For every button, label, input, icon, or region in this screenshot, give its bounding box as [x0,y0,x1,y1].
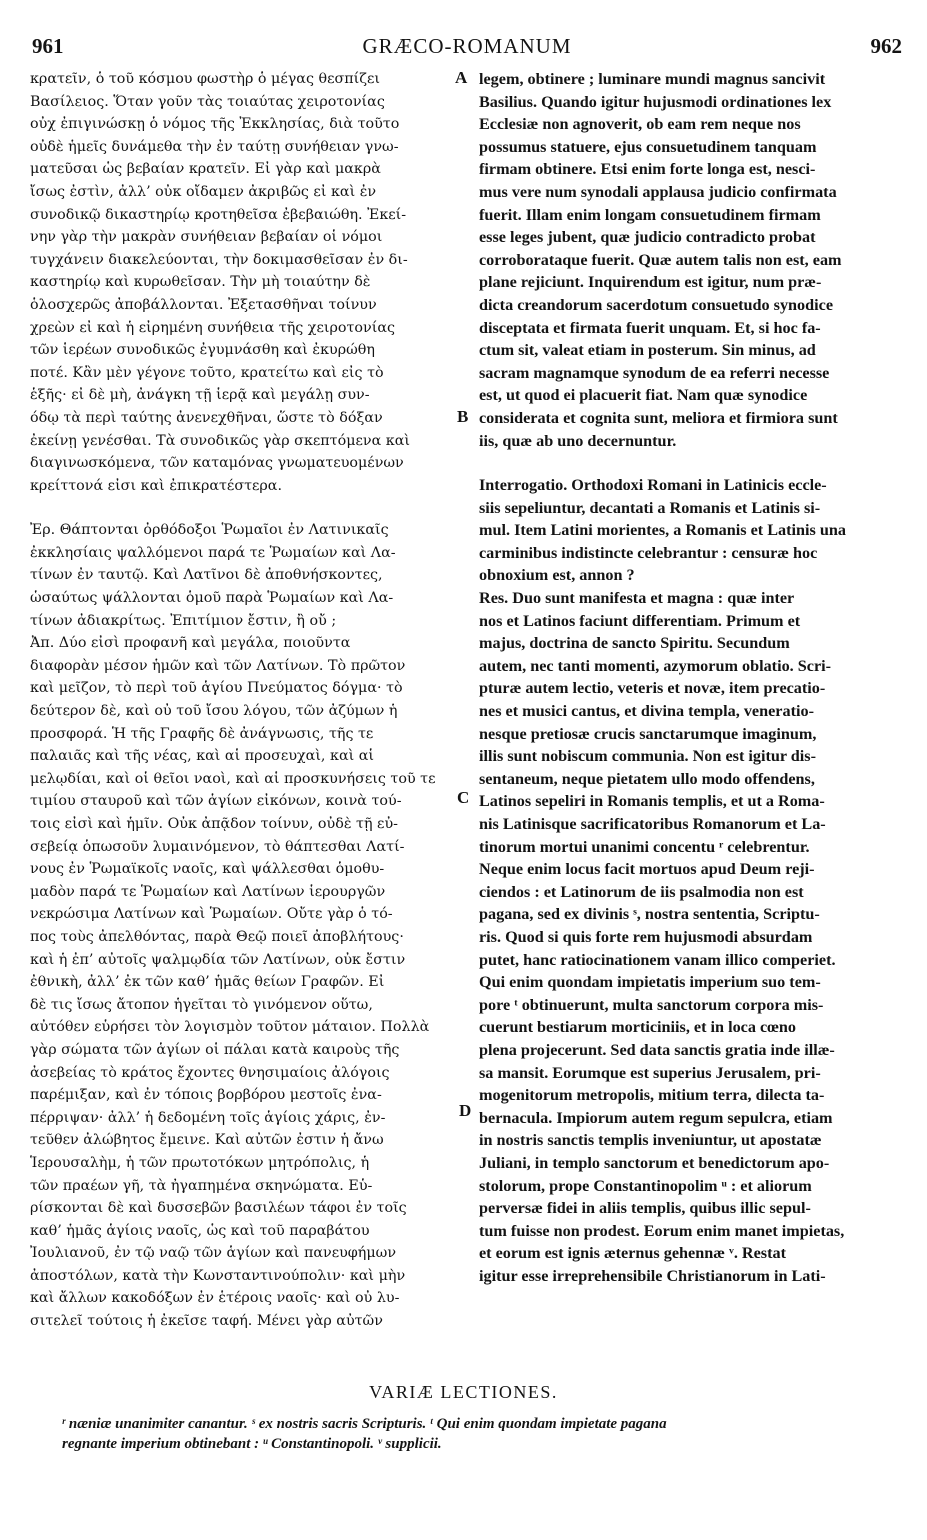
latin-text-line: in nostris sanctis templis inveniuntur, ut apostatæ [479,1131,822,1150]
greek-text-line: δὲ τις ἴσως ἄτοπον ἡγεῖται τὸ γινόμενον οὕτω, [30,996,373,1013]
latin-text-line: ciendos : et Latinorum de iis psalmodia non est [479,882,804,901]
latin-text-line: possumus statuere, ejus consuetudinem tanquam [479,137,817,156]
latin-text-line: putet, hanc ratiocinationem vanam illico comperiet. [479,950,836,969]
greek-text-line: Ἰουλιανοῦ, ἐν τῷ ναῷ τῶν ἁγίων καὶ πανευφήμων [30,1245,397,1262]
margin-letter-d: D [459,1101,472,1120]
greek-text-line: συνοδικῷ δικαστηρίῳ κροτηθεῖσα ἐβεβαιώθη. Ἐκεί- [30,206,407,223]
greek-text-line: παλαιᾶς καὶ τῆς νέας, καὶ αἱ προσευχαὶ, καὶ αἱ [30,748,375,765]
greek-text-line: παρέμιξαν, καὶ ἐν τόποις βορβόρου μεστοῖς ἐνα- [30,1087,382,1104]
greek-text-line: κρείττονά εἰσι καὶ ἐπικρατέστερα. [30,477,282,494]
greek-text-line: ἀσεβείας τὸ κράτος ἔχοντες θνησιμαίοις ἀλόγοις [30,1064,390,1081]
greek-text-line: διαγινωσκόμενα, τῶν καταμόνας γνωματευομένων [30,455,404,472]
latin-text-line: Ecclesiæ non agnoverit, ob eam rem neque nos [479,115,801,134]
greek-text-line: ὁλοσχερῶς ἀποβάλλονται. Ἐξετασθῆναι τοίνυν [30,296,377,313]
greek-text-line: ποτέ. Κἂν μὲν γέγονε τοῦτο, κρατείτω καὶ εἰς τὸ [30,364,384,381]
latin-text-line: carminibus indistincte celebrantur : censuræ hoc [479,543,818,562]
latin-text-line: considerata et cognita sunt, meliora et firmiora sunt [479,408,838,427]
latin-column [479,68,893,1287]
greek-text-line: ἴσως ἐστὶν, ἀλλ’ οὐκ οἴδαμεν ἀκριβῶς εἰ καὶ ἐν [30,183,377,200]
greek-text-line: ἐθνικὴ, ἀλλ’ ἐκ τῶν καθ’ ἡμᾶς θείων Γραφῶν. Εἰ [30,974,385,991]
greek-text-line: ματεῦσαι ὡς βεβαίαν κρατεῖν. Εἰ γὰρ καὶ μακρὰ [30,161,381,178]
latin-text-line: sacram magnamque synodum de ea referri necesse [479,363,830,382]
margin-letter-a: A [455,68,468,87]
running-title: GRÆCO-ROMANUM [362,34,572,58]
greek-text-line: αὐτόθεν εὑρήσει τὸν λογισμὸν τοῦτον μάταιον. Πολλὰ [30,1019,430,1036]
greek-text-line: χρεὼν εἰ καὶ ἡ εἰρημένη συνήθεια τῆς χειροτονίας [30,319,395,336]
variae-lectiones-notes [62,1414,892,1454]
latin-text-line: stolorum, prope Constantinopolim ᵘ : et aliorum [479,1176,812,1195]
greek-text-line: καστηρίῳ καὶ κυρωθεῖσαν. Τὴν μὴ τοιαύτην δὲ [30,274,371,291]
greek-text-line: καθ’ ἡμᾶς ἁγίοις ναοῖς, ὡς καὶ τοῦ παραβάτου [30,1222,370,1239]
greek-text-line: Ἐρ. Θάπτονται ὀρθόδοξοι Ῥωμαῖοι ἐν Λατινικαῖς [30,522,389,539]
greek-text-line: ἑξῆς· εἰ δὲ μὴ, ἀνάγκη τῇ ἱερᾷ καὶ μεγάλῃ συν- [30,387,370,404]
greek-text-line: τεῦθεν ἀλώβητος ἔμεινε. Καὶ αὐτῶν ἐστιν ἡ ἄνω [30,1132,384,1149]
margin-letter-c: C [457,788,470,807]
variae-lectiones-title: VARIÆ LECTIONES. [369,1382,558,1402]
page-number-right: 962 [870,34,902,58]
variae-note-line: regnante imperium obtinebant : ᵘ Constantinopoli. ᵛ supplicii. [62,1436,442,1452]
greek-text-line: πος τοὺς ἀπελθόντας, παρὰ Θεῷ ποιεῖ ἀποβλήτους· [30,928,404,945]
latin-text-line: perversæ fidei in aliis templis, quibus illic sepul- [479,1199,811,1218]
greek-text-line: σιτελεῖ τούτοις ἡ ἐκεῖσε ταφή. Μένει γὰρ αὐτῶν [30,1313,383,1330]
greek-text-line: τοις εἰσὶ καὶ ἡμῖν. Οὐκ ἀπᾷδον τοίνυν, οὐδὲ τῇ εὐ- [30,816,398,832]
greek-text-line: όδῳ τὰ περὶ ταύτης ἀνενεχθῆναι, ὥστε τὸ δόξαν [30,409,383,426]
greek-text-line: καὶ ἡ ἐπ’ αὐτοῖς ψαλμῳδία τῶν Λατίνων, οὐκ ἔστιν [30,951,406,968]
latin-text-line: Latinos sepeliri in Romanis templis, et ut a Roma- [479,792,825,811]
greek-text-line: τιμίου σταυροῦ καὶ τῶν ἁγίων εἰκόνων, κοινὰ τού- [30,793,402,810]
greek-text-line: γὰρ σώματα τῶν ἁγίων οἱ πάλαι κατὰ καιροὺς τῆς [30,1041,400,1058]
latin-text-line: Basilius. Quando igitur hujusmodi ordinationes lex [479,92,832,111]
greek-column [30,68,458,1333]
latin-text-line: firmam obtinere. Etsi enim forte longa est, nesci- [479,160,816,179]
latin-text-line: est, ut quod ei placuerit fiat. Nam quæ synodice [479,386,808,405]
greek-text-line: ὡσαύτως ψάλλονται ὁμοῦ παρὰ Ῥωμαίων καὶ Λα- [30,590,394,607]
latin-text-line: Qui enim quondam impietatis imperium suo tem- [479,973,821,992]
greek-text-line: μαδὸν παρά τε Ῥωμαίων καὶ Λατίνων ἱερουργῶν [30,883,386,900]
latin-text-line: plane rejiciunt. Inquirendum est igitur, num præ- [479,273,822,292]
greek-text-line: μελῳδίαι, καὶ οἱ θεῖοι ναοὶ, καὶ αἱ προσκυνήσεις τοῦ τε [30,770,436,787]
greek-text-line: οὐδὲ ἡμεῖς δυνάμεθα τὴν ἐν ταύτῃ συνήθειαν γνω- [30,138,399,155]
greek-text-line: ἀποστόλων, κατὰ τὴν Κωνσταντινούπολιν· καὶ μὴν [30,1267,406,1284]
latin-text-line: pore ᵗ obtinuerunt, multa sanctorum corpora mis- [479,995,824,1014]
latin-text-line: fuerit. Illam enim longam consuetudinem firmam [479,205,821,224]
greek-text-line: σεβείᾳ ὁπωσοῦν λυμαινόμενον, τὸ θάπτεσθαι Λατί- [30,838,405,855]
latin-text-line: dicta creandorum sacerdotum consuetudo synodice [479,295,834,314]
latin-text-line: pturæ autem lectio, veteris et novæ, item precatio- [479,679,826,698]
latin-text-line: nis Latinisque sacrificatoribus Romanorum et La- [479,815,826,833]
latin-text-line: nes et musici cantus, et divina templa, veneratio- [479,702,814,721]
latin-text-line: sentaneum, neque pietatem ullo modo offendens, [479,769,815,788]
greek-text-line: καὶ μεῖζον, τὸ περὶ τοῦ ἁγίου Πνεύματος δόγμα· τὸ [30,680,403,697]
greek-text-line: ρίσκονται δὲ καὶ δυσσεβῶν βασιλέων τάφοι ἐν τοῖς [30,1200,407,1217]
latin-text-line: obnoxium est, annon ? [479,566,635,585]
latin-text-line: Res. Duo sunt manifesta et magna : quæ inter [479,589,795,608]
greek-text-line: τυγχάνειν διακελεύονται, τὴν δοκιμασθεῖσαν ἐν δι- [30,251,408,268]
greek-text-line: τίνων ἐν ταυτῷ. Καὶ Λατῖνοι δὲ ἀποθνήσκοντες, [30,567,383,584]
latin-text-line: nos et Latinos faciunt differentiam. Primum et [479,611,801,630]
latin-text-line: ctum sit, valeat etiam in posterum. Sin minus, ad [479,341,816,360]
latin-text-line: Interrogatio. Orthodoxi Romani in Latinicis eccle- [479,476,827,495]
latin-text-line: legem, obtinere ; luminare mundi magnus sancivit [479,70,826,88]
greek-text-line: Ἱερουσαλὴμ, ἡ τῶν πρωτοτόκων μητρόπολις, ἡ [30,1154,370,1171]
greek-text-line: οὐχ ἐπιγινώσκῃ ὁ νόμος τῆς Ἐκκλησίας, διὰ τοῦτο [30,116,400,133]
greek-text-line: τῶν ἱερέων συνοδικῶς ἐγυμνάσθη καὶ ἐκυρώθη [30,342,375,359]
greek-text-line: ἐκείνῃ γενέσθαι. Τὰ συνοδικῶς γὰρ σκεπτόμενα καὶ [30,432,410,449]
latin-text-line: mogenitorum metropolis, mitium terra, dilecta ta- [479,1086,825,1105]
latin-text-line: majus, doctrina de sancto Spiritu. Secundum [479,634,790,653]
greek-text-line: Βασίλειος. Ὅταν γοῦν τὰς τοιαύτας χειροτονίας [30,93,385,110]
greek-text-line: ἐκκλησίαις ψαλλόμενοι παρά τε Ῥωμαίων καὶ Λα- [30,544,396,561]
latin-text-line: tum fuisse non prodest. Eorum enim manet impietas, [479,1221,845,1240]
greek-text-line: προσφορά. Ἡ τῆς Γραφῆς δὲ ἀνάγνωσις, τῆς τε [30,725,374,742]
latin-text-line: plena projecerunt. Sed data sanctis gratia inde illæ- [479,1040,835,1059]
latin-text-line: mul. Item Latini morientes, a Romanis et Latinis una [479,521,846,540]
greek-text-line: πέρριψαν· ἀλλ’ ἡ δεδομένη τοῖς ἁγίοις χάρις, ἐν- [30,1109,386,1126]
greek-text-line: διαφορὰν μέσον ἡμῶν καὶ τῶν Λατίνων. Τὸ πρῶτον [30,657,406,674]
latin-text-line: iis, quæ ab uno decernuntur. [479,431,677,450]
greek-text-line: τῶν πραέων γῆ, τὰ ἠγαπημένα σκηνώματα. Εὑ- [30,1177,373,1194]
greek-text-line: νην γὰρ τὴν μακρὰν συνήθειαν βεβαίαν οἱ νόμοι [30,229,383,246]
greek-text-line: κρατεῖν, ὁ τοῦ κόσμου φωστὴρ ὁ μέγας θεσπίζει [30,71,381,87]
latin-text-line: disceptata et firmata fuerit unquam. Et, si hoc fa- [479,318,821,337]
latin-text-line: bernacula. Impiorum autem regum sepulcra, etiam [479,1108,833,1127]
latin-text-line: autem, nec tanti momenti, azymorum oblatio. Scri- [479,656,832,675]
greek-text-line: δεύτερον δὲ, καὶ οὐ τοῦ ἴσου λόγου, τῶν ἀζύμων ἡ [30,703,398,720]
latin-text-line: Neque enim locus facit mortuos apud Deum reji- [479,860,815,879]
latin-text-line: et eorum est ignis æternus gehennæ ᵛ. Restat [479,1244,786,1263]
latin-text-line: illis sunt nobiscum communia. Non est igitur dis- [479,747,816,766]
page-number-left: 961 [32,34,64,58]
latin-text-line: esse leges jubent, quæ judicio contradicto probat [479,228,816,247]
latin-text-line: nesque pretiosæ crucis sanctarumque imaginum, [479,724,817,743]
greek-text-line: καὶ ἄλλων κακοδόξων ἐν ἑτέροις ναοῖς· καὶ οὐ λυ- [30,1290,400,1307]
greek-text-line: νους ἐν Ῥωμαϊκοῖς ναοῖς, καὶ ψάλλεσθαι ὁμοθυ- [30,861,385,878]
page-header [32,34,902,60]
latin-text-line: siis sepeliuntur, decantati a Romanis et Latinis si- [479,498,821,517]
greek-text-line: Ἀπ. Δύο εἰσὶ προφανῆ καὶ μεγάλα, ποιοῦντα [30,635,351,652]
latin-text-line: ris. Quod si quis forte rem hujusmodi absurdam [479,927,813,946]
variae-note-line: ʳ næniæ unanimiter canantur. ˢ ex nostris sacris Scripturis. ᵗ Qui enim quondam impietate pagana [62,1416,667,1432]
margin-letter-b: B [457,407,469,426]
greek-text-line: τίνων ἀδιακρίτως. Ἐπιτίμιον ἔστιν, ἢ οὔ ; [30,612,337,629]
latin-text-line: Juliani, in templo sanctorum et benedictorum apo- [479,1153,830,1172]
latin-text-line: cuerunt bestiarum morticiniis, et in loca cœno [479,1018,796,1037]
latin-text-line: sa mansit. Eorumque est superius Jerusalem, pri- [479,1063,821,1082]
latin-text-line: tinorum mortui unanimi concentu ʳ celebrentur. [479,837,810,856]
latin-text-line: pagana, sed ex divinis ˢ, nostra sententia, Scriptu- [479,905,820,924]
latin-text-line: igitur esse irreprehensibile Christianorum in Lati- [479,1266,826,1285]
greek-text-line: νεκρώσιμα Λατίνων καὶ Ῥωμαίων. Οὔτε γὰρ ὁ τό- [30,906,393,923]
latin-text-line: corroborataque fuerit. Quæ autem talis non est, eam [479,250,842,269]
latin-text-line: mus vere num synodali applausa judicio confirmata [479,182,837,201]
